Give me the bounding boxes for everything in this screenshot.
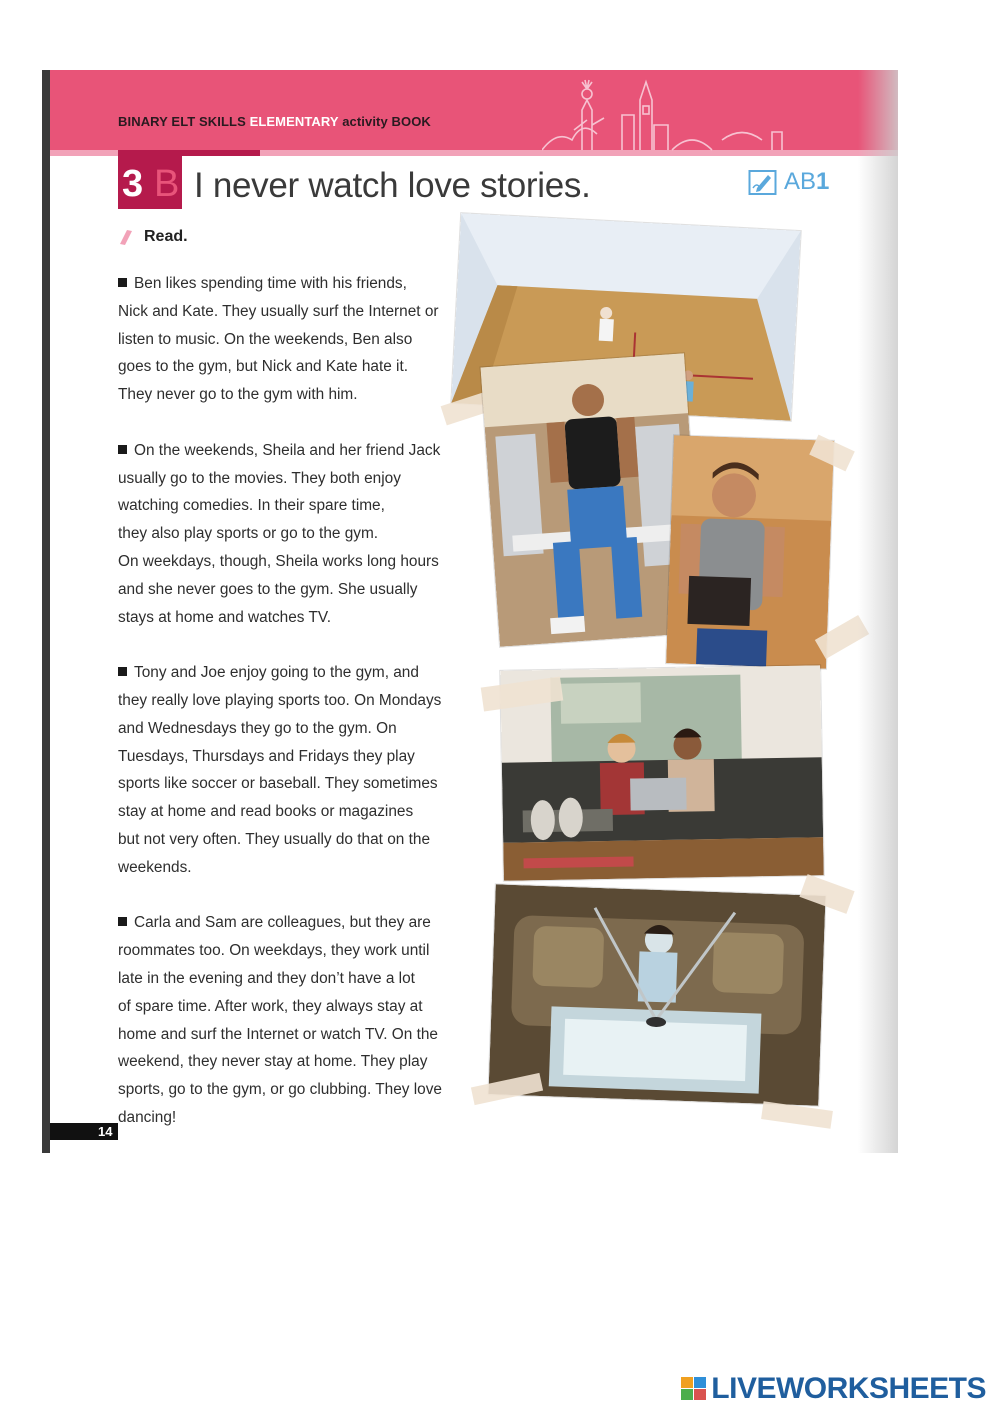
text-line	[118, 270, 463, 298]
page-spine	[42, 70, 50, 1153]
line-text: Nick and Kate. They usually surf the Internet or	[118, 302, 439, 320]
line-text: of spare time. After work, they always stay at	[118, 997, 423, 1015]
line-text: On the weekends, Sheila and her friend Jack	[134, 441, 441, 459]
line-text: and Wednesdays they go to the gym. On	[118, 719, 397, 737]
text-line	[118, 326, 463, 354]
line-text: late in the evening and they don’t have a lot	[118, 969, 415, 987]
line-text: home and surf the Internet or watch TV. On the	[118, 1025, 438, 1043]
line-text: Tuesdays, Thursdays and Fridays they play	[118, 747, 415, 765]
paragraph	[118, 270, 463, 409]
text-line	[118, 298, 463, 326]
liveworksheets-logo[interactable]	[681, 1372, 986, 1406]
text-line	[118, 743, 463, 771]
instruction	[118, 228, 188, 246]
text-line	[118, 353, 463, 381]
series-part1: BINARY ELT SKILLS	[118, 114, 246, 129]
line-text: They never go to the gym with him.	[118, 386, 358, 404]
marker-stroke-icon	[118, 229, 134, 245]
line-text: Carla and Sam are colleagues, but they are	[134, 914, 431, 932]
line-text: roommates too. On weekdays, they work until	[118, 942, 430, 960]
text-line	[118, 937, 463, 965]
text-line	[118, 381, 463, 409]
line-text: weekend, they never stay at home. They play	[118, 1053, 428, 1071]
text-line	[118, 965, 463, 993]
text-line	[118, 576, 463, 604]
activity-ref-number: 1	[816, 168, 830, 195]
text-line	[118, 1104, 463, 1132]
lesson-title: I never watch love stories.	[194, 166, 591, 205]
series-title	[118, 114, 431, 129]
text-line	[118, 548, 463, 576]
text-line	[118, 798, 463, 826]
liveworksheets-wordmark: LIVEWORKSHEETS	[711, 1372, 986, 1405]
text-line	[118, 909, 463, 937]
square-bullet-icon	[118, 278, 127, 287]
tape-strip	[761, 1101, 833, 1129]
page-edge-shade	[858, 70, 898, 1153]
text-line	[118, 1021, 463, 1049]
paragraph	[118, 909, 463, 1131]
activity-book-reference	[748, 168, 829, 196]
text-line	[118, 659, 463, 687]
square-bullet-icon	[118, 917, 127, 926]
pencil-notebook-icon	[748, 168, 778, 196]
line-text: listen to music. On the weekends, Ben also	[118, 330, 413, 348]
text-line	[118, 854, 463, 882]
line-text: On weekdays, though, Sheila works long hours	[118, 552, 439, 570]
liveworksheets-blocks-icon	[681, 1377, 707, 1401]
square-bullet-icon	[118, 445, 127, 454]
line-text: usually go to the movies. They both enjoy	[118, 469, 401, 487]
text-line	[118, 520, 463, 548]
line-text: watching comedies. In their spare time,	[118, 497, 385, 515]
line-text: sports, go to the gym, or go clubbing. They love	[118, 1081, 442, 1099]
text-line	[118, 993, 463, 1021]
text-line	[118, 492, 463, 520]
line-text: they also play sports or go to the gym.	[118, 525, 379, 543]
text-line	[118, 604, 463, 632]
paragraph	[118, 659, 463, 881]
photo-runner	[666, 435, 834, 668]
line-text: they really love playing sports too. On Mondays	[118, 691, 442, 709]
text-line	[118, 1076, 463, 1104]
square-bullet-icon	[118, 667, 127, 676]
text-line	[118, 437, 463, 465]
reading-text	[118, 270, 463, 1153]
line-text: dancing!	[118, 1108, 177, 1126]
line-text: goes to the gym, but Nick and Kate hate it.	[118, 358, 409, 376]
series-accent: ELEMENTARY	[249, 114, 339, 129]
series-part2: activity BOOK	[342, 114, 431, 129]
line-text: and she never goes to the gym. She usually	[118, 580, 418, 598]
line-text: weekends.	[118, 858, 192, 876]
line-text: sports like soccer or baseball. They sometimes	[118, 775, 438, 793]
text-line	[118, 715, 463, 743]
text-line	[118, 1048, 463, 1076]
line-text: Tony and Joe enjoy going to the gym, and	[134, 664, 419, 682]
instruction-text: Read.	[144, 228, 188, 245]
line-text: Ben likes spending time with his friends,	[134, 275, 407, 292]
lesson-number: 3	[122, 163, 144, 205]
line-text: stay at home and read books or magazines	[118, 803, 414, 821]
workbook-page	[42, 70, 898, 1153]
text-line	[118, 770, 463, 798]
activity-ref-prefix: AB	[784, 168, 817, 195]
text-line	[118, 826, 463, 854]
line-text: stays at home and watches TV.	[118, 608, 332, 626]
line-text: but not very often. They usually do that on the	[118, 830, 431, 848]
paragraph	[118, 437, 463, 632]
city-skyline-illustration	[542, 70, 872, 152]
text-line	[118, 687, 463, 715]
text-line	[118, 465, 463, 493]
page-number: 14	[98, 1124, 113, 1139]
lesson-letter: B	[154, 163, 180, 205]
